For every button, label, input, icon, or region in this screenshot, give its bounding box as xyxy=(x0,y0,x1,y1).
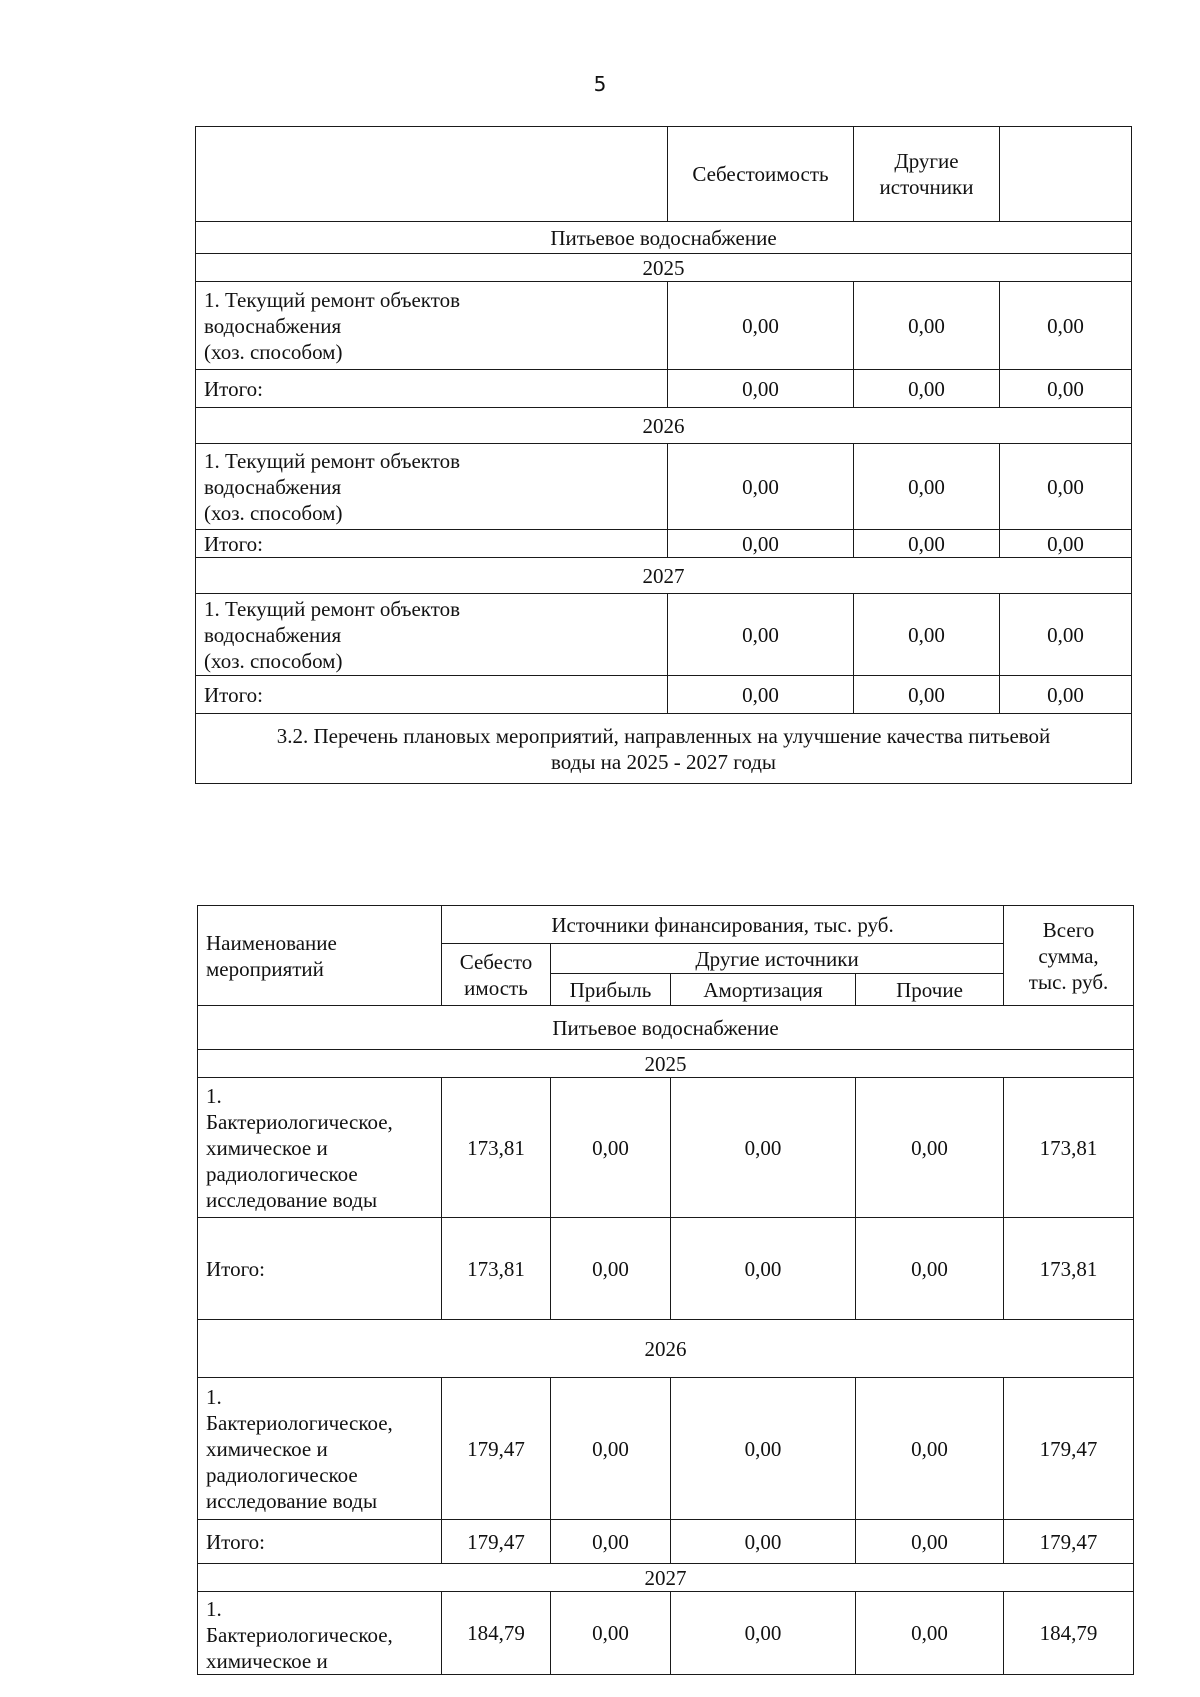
item-name: 1. Текущий ремонт объектов водоснабжения (хоз. способом) xyxy=(196,282,668,370)
header-other: Другие источники xyxy=(551,944,1004,974)
value-cell: 0,00 xyxy=(668,282,854,370)
total-label: Итого: xyxy=(198,1520,442,1564)
section-caption-row xyxy=(196,714,1132,784)
total-cell: 0,00 xyxy=(671,1218,856,1320)
header-empty-cell xyxy=(196,127,668,222)
value-cell: 0,00 xyxy=(854,594,1000,676)
header-name: Наименование мероприятий xyxy=(198,906,442,1006)
value-cell: 0,00 xyxy=(854,282,1000,370)
value-cell: 173,81 xyxy=(442,1078,551,1218)
value-cell: 0,00 xyxy=(671,1078,856,1218)
bottom-table xyxy=(197,905,1134,1675)
year-row: 2027 xyxy=(196,558,1132,594)
header-empty-cell xyxy=(1000,127,1132,222)
total-label: Итого: xyxy=(196,370,668,408)
total-cell: 0,00 xyxy=(551,1520,671,1564)
header-sebestoimost: Себестоимость xyxy=(668,127,854,222)
value-cell: 184,79 xyxy=(442,1592,551,1675)
total-cell: 0,00 xyxy=(668,530,854,558)
item-name: 1. Бактериологическое, химическое и xyxy=(198,1592,442,1675)
total-row xyxy=(196,370,1132,408)
header-total: Всего сумма, тыс. руб. xyxy=(1004,906,1134,1006)
table-row xyxy=(198,1592,1134,1675)
total-label: Итого: xyxy=(198,1218,442,1320)
bottom-header-row-1 xyxy=(198,906,1134,944)
item-name: 1. Текущий ремонт объектов водоснабжения (хоз. способом) xyxy=(196,594,668,676)
total-row xyxy=(196,676,1132,714)
section-caption: 3.2. Перечень плановых мероприятий, направленных на улучшение качества питьевой воды на 2025 - 2027 годы xyxy=(196,714,1132,784)
header-pribyl: Прибыль xyxy=(551,974,671,1006)
value-cell: 0,00 xyxy=(854,444,1000,530)
section-title: Питьевое водоснабжение xyxy=(196,222,1132,254)
value-cell: 0,00 xyxy=(671,1592,856,1675)
total-label: Итого: xyxy=(196,676,668,714)
year-row: 2025 xyxy=(196,254,1132,282)
value-cell: 0,00 xyxy=(856,1078,1004,1218)
year-row: 2025 xyxy=(198,1050,1134,1078)
top-table-header xyxy=(196,127,1132,222)
page-number: 5 xyxy=(593,72,607,96)
total-cell: 0,00 xyxy=(856,1520,1004,1564)
total-cell: 179,47 xyxy=(1004,1520,1134,1564)
value-cell: 0,00 xyxy=(1000,594,1132,676)
year-row: 2027 xyxy=(198,1564,1134,1592)
total-label: Итого: xyxy=(196,530,668,558)
value-cell: 0,00 xyxy=(668,444,854,530)
total-cell: 0,00 xyxy=(1000,530,1132,558)
table-row xyxy=(196,282,1132,370)
header-prochie: Прочие xyxy=(856,974,1004,1006)
table-row xyxy=(198,1378,1134,1520)
total-cell: 0,00 xyxy=(551,1218,671,1320)
total-cell: 0,00 xyxy=(854,676,1000,714)
year-row: 2026 xyxy=(196,408,1132,444)
total-cell: 0,00 xyxy=(854,530,1000,558)
value-cell: 0,00 xyxy=(1000,282,1132,370)
value-cell: 184,79 xyxy=(1004,1592,1134,1675)
total-cell: 0,00 xyxy=(1000,676,1132,714)
value-cell: 0,00 xyxy=(1000,444,1132,530)
value-cell: 0,00 xyxy=(551,1592,671,1675)
value-cell: 0,00 xyxy=(668,594,854,676)
value-cell: 0,00 xyxy=(856,1592,1004,1675)
header-sebest: Себесто имость xyxy=(442,944,551,1006)
value-cell: 179,47 xyxy=(1004,1378,1134,1520)
total-row xyxy=(198,1520,1134,1564)
item-name: 1. Бактериологическое, химическое и радиологическое исследование воды xyxy=(198,1378,442,1520)
header-drugie: Другие источники xyxy=(854,127,1000,222)
value-cell: 0,00 xyxy=(551,1078,671,1218)
year-row: 2026 xyxy=(198,1320,1134,1378)
table-row xyxy=(198,1078,1134,1218)
table-row xyxy=(196,444,1132,530)
header-amort: Амортизация xyxy=(671,974,856,1006)
total-cell: 0,00 xyxy=(668,676,854,714)
value-cell: 173,81 xyxy=(1004,1078,1134,1218)
item-name: 1. Бактериологическое, химическое и радиологическое исследование воды xyxy=(198,1078,442,1218)
item-name: 1. Текущий ремонт объектов водоснабжения (хоз. способом) xyxy=(196,444,668,530)
total-row xyxy=(198,1218,1134,1320)
total-cell: 0,00 xyxy=(668,370,854,408)
header-sources: Источники финансирования, тыс. руб. xyxy=(442,906,1004,944)
value-cell: 0,00 xyxy=(551,1378,671,1520)
section-title: Питьевое водоснабжение xyxy=(198,1006,1134,1050)
value-cell: 179,47 xyxy=(442,1378,551,1520)
total-cell: 173,81 xyxy=(1004,1218,1134,1320)
total-cell: 0,00 xyxy=(671,1520,856,1564)
total-cell: 179,47 xyxy=(442,1520,551,1564)
total-row xyxy=(196,530,1132,558)
table-row xyxy=(196,594,1132,676)
total-cell: 0,00 xyxy=(1000,370,1132,408)
top-table xyxy=(195,126,1132,784)
value-cell: 0,00 xyxy=(856,1378,1004,1520)
total-cell: 0,00 xyxy=(854,370,1000,408)
total-cell: 173,81 xyxy=(442,1218,551,1320)
total-cell: 0,00 xyxy=(856,1218,1004,1320)
value-cell: 0,00 xyxy=(671,1378,856,1520)
